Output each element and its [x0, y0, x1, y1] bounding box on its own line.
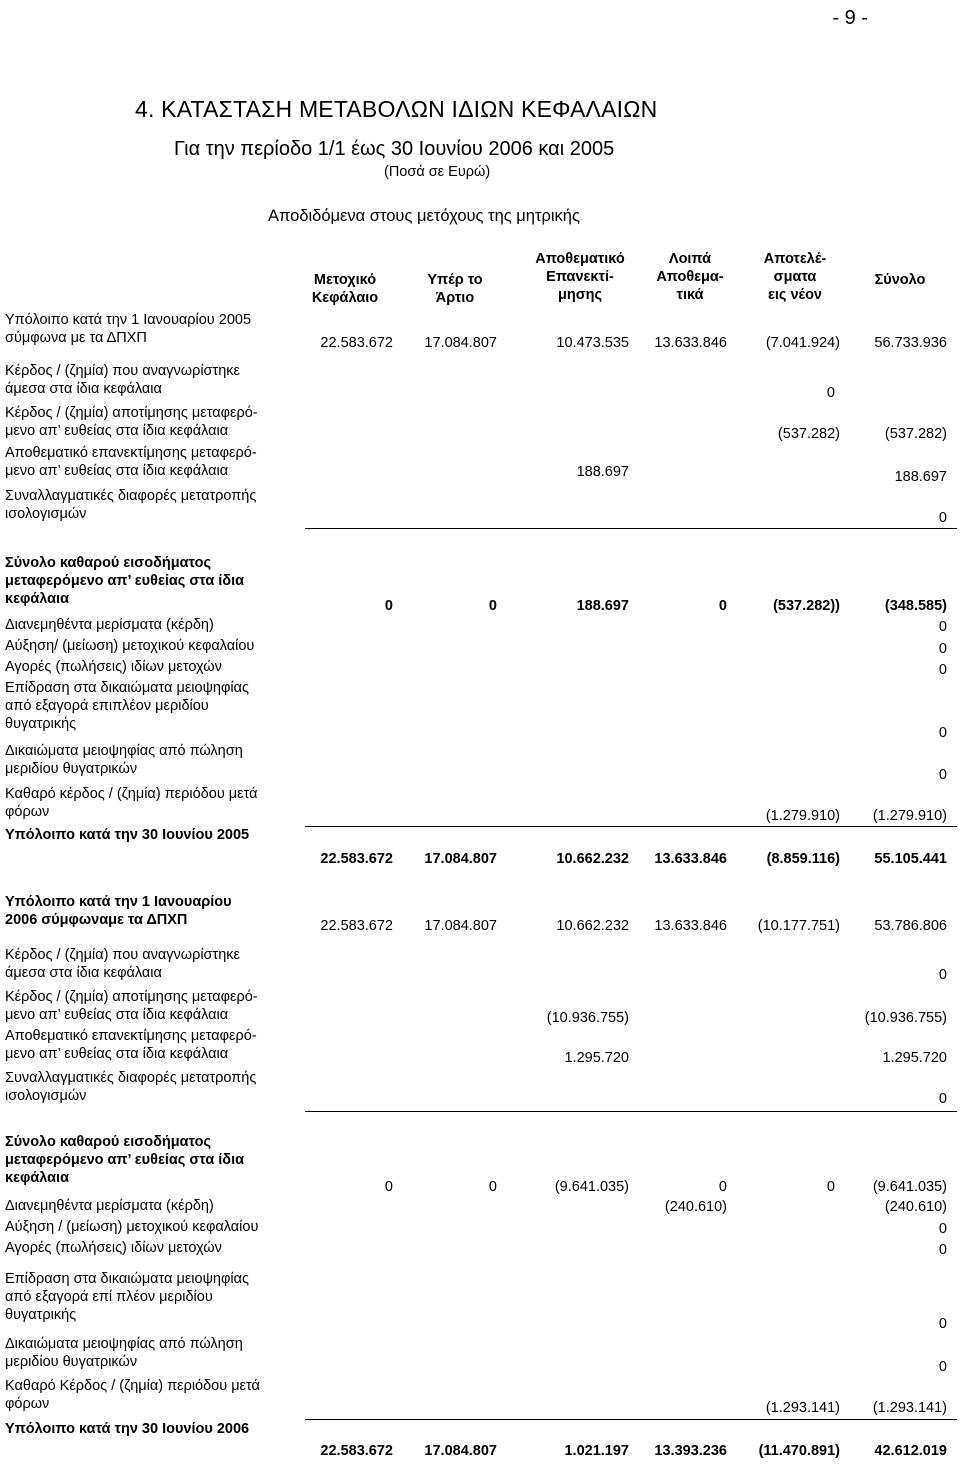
dividends-2005-value: 0 [938, 619, 947, 635]
row-label-dividends-2005: Διανεμηθέντα μερίσματα (κέρδη) [5, 617, 214, 633]
total-net-2006-c4: 0 [718, 1179, 727, 1195]
col-header-other-reserves: Λοιπά Αποθεμα- τικά [656, 251, 724, 303]
open-2006-c1: 22.583.672 [320, 918, 393, 934]
total-net-2005-c6: (348.585) [884, 598, 947, 614]
total-net-2006-c5: 0 [826, 1179, 835, 1195]
open-2006-c2: 17.084.807 [424, 918, 497, 934]
total-net-2005-c5: (537.282)) [773, 598, 840, 614]
open-2006-c6: 53.786.806 [874, 918, 947, 934]
col-header-total: Σύνολο [874, 272, 926, 288]
row-label-gain-valuation-2005: Κέρδος / (ζημία) αποτίμησης μεταφερό- μενο απ’ ευθείας στα ίδια κεφάλαια [5, 405, 258, 439]
total-net-2006-c1: 0 [384, 1179, 393, 1195]
row-label-total-net-2005: Σύνολο καθαρού εισοδήματος μεταφερόμενο απ’ ευθείας στα ίδια κεφάλαια [5, 555, 245, 607]
dividends-2006-c4: (240.610) [664, 1199, 727, 1215]
page-number: - 9 - [832, 7, 868, 29]
divider-line [305, 528, 957, 529]
close-2005-c3: 10.662.232 [556, 851, 629, 867]
fx-2006-value: 0 [938, 1091, 947, 1107]
capital-2005-value: 0 [938, 641, 947, 657]
row-label-fx-2005: Συναλλαγματικές διαφορές μετατροπής ισολογισμών [5, 488, 257, 522]
revaluation-2005-c6: 188.697 [894, 469, 947, 485]
gain-direct-2006-value: 0 [938, 967, 947, 983]
row-label-treasury-2006: Αγορές (πωλήσεις) ιδίων μετοχών [5, 1240, 222, 1256]
minority-sale-2005-value: 0 [938, 767, 947, 783]
total-net-2005-c4: 0 [718, 598, 727, 614]
row-label-total-net-2006: Σύνολο καθαρού εισοδήματος μεταφερόμενο απ’ ευθείας στα ίδια κεφάλαια [5, 1134, 245, 1186]
gain-valuation-2006-c6: (10.936.755) [864, 1010, 947, 1026]
row-label-closing-2005: Υπόλοιπο κατά την 30 Ιουνίου 2005 [5, 827, 250, 843]
row-label-closing-2006: Υπόλοιπο κατά την 30 Ιουνίου 2006 [5, 1421, 250, 1437]
close-2006-c5: (11.470.891) [758, 1443, 840, 1459]
col-header-retained-earnings: Αποτελέ- σματα εις νέον [763, 251, 827, 303]
profit-2006-c5: (1.293.141) [765, 1400, 840, 1416]
minority-sale-2006-value: 0 [938, 1359, 947, 1375]
fx-2005-value: 0 [938, 510, 947, 526]
gain-direct-2005-value: 0 [826, 385, 835, 401]
open-2006-c3: 10.662.232 [556, 918, 629, 934]
row-label-fx-2006: Συναλλαγματικές διαφορές μετατροπής ισολογισμών [5, 1070, 257, 1104]
row-label-capital-2005: Αύξηση/ (μείωση) μετοχικού κεφαλαίου [5, 638, 255, 654]
row-label-capital-2006: Αύξηση / (μείωση) μετοχικού κεφαλαίου [5, 1219, 259, 1235]
total-net-2006-c3: (9.641.035) [554, 1179, 629, 1195]
attributable-heading: Αποδιδόμενα στους μετόχους της μητρικής [268, 207, 580, 225]
open-2005-c2: 17.084.807 [424, 335, 497, 351]
row-label-minority-sale-2005: Δικαιώματα μειοψηφίας από πώληση μεριδίου θυγατρικών [5, 743, 243, 777]
row-label-opening-2005: Υπόλοιπο κατά την 1 Ιανουαρίου 2005 σύμφωνα με τα ΔΠΧΠ [5, 312, 252, 346]
divider-line [305, 1111, 957, 1112]
row-label-profit-2005: Καθαρό κέρδος / (ζημία) περιόδου μετά φόρων [5, 786, 258, 820]
row-label-profit-2006: Καθαρό Κέρδος / (ζημία) περιόδου μετά φόρων [5, 1378, 260, 1412]
open-2006-c4: 13.633.846 [654, 918, 727, 934]
currency-note: (Ποσά σε Ευρώ) [384, 164, 491, 180]
col-header-share-capital: Μετοχικό Κεφάλαιο [311, 272, 379, 306]
close-2006-c6: 42.612.019 [874, 1443, 947, 1459]
divider-line [305, 826, 957, 827]
revaluation-2006-c6: 1.295.720 [882, 1050, 947, 1066]
treasury-2006-value: 0 [938, 1242, 947, 1258]
row-label-revaluation-2005: Αποθεματικό επανεκτίμησης μεταφερό- μενο απ’ ευθείας στα ίδια κεφάλαια [5, 445, 257, 479]
row-label-gain-valuation-2006: Κέρδος / (ζημία) αποτίμησης μεταφερό- μενο απ’ ευθείας στα ίδια κεφάλαια [5, 989, 258, 1023]
close-2005-c2: 17.084.807 [424, 851, 497, 867]
row-label-gain-direct-2006: Κέρδος / (ζημία) που αναγνωρίστηκε άμεσα στα ίδια κεφάλαια [5, 947, 241, 981]
gain-valuation-2005-c5: (537.282) [777, 426, 840, 442]
close-2005-c5: (8.859.116) [766, 851, 840, 867]
close-2006-c4: 13.393.236 [654, 1443, 727, 1459]
row-label-opening-2006: Υπόλοιπο κατά την 1 Ιανουαρίου 2006 σύμφωναμε τα ΔΠΧΠ [5, 894, 232, 928]
open-2005-c1: 22.583.672 [320, 335, 393, 351]
capital-2006-value: 0 [938, 1221, 947, 1237]
total-net-2005-c3: 188.697 [576, 598, 629, 614]
close-2005-c1: 22.583.672 [320, 851, 393, 867]
row-label-minority-sale-2006: Δικαιώματα μειοψηφίας από πώληση μεριδίου θυγατρικών [5, 1336, 243, 1370]
total-net-2006-c6: (9.641.035) [872, 1179, 947, 1195]
open-2005-c3: 10.473.535 [556, 335, 629, 351]
gain-valuation-2005-c6: (537.282) [884, 426, 947, 442]
total-net-2005-c1: 0 [384, 598, 393, 614]
col-header-revaluation-reserve: Αποθεματικό Επανεκτί- μησης [535, 251, 625, 303]
close-2005-c4: 13.633.846 [654, 851, 727, 867]
minority-acq-2006-value: 0 [938, 1316, 947, 1332]
open-2006-c5: (10.177.751) [757, 918, 840, 934]
open-2005-c5: (7.041.924) [765, 335, 840, 351]
open-2005-c4: 13.633.846 [654, 335, 727, 351]
profit-2005-c6: (1.279.910) [872, 808, 947, 824]
revaluation-2005-c3: 188.697 [576, 464, 629, 480]
row-label-minority-acq-2005: Επίδραση στα δικαιώματα μειοψηφίας από εξαγορά επιπλέον μεριδίου θυγατρικής [5, 680, 249, 732]
row-label-dividends-2006: Διανεμηθέντα μερίσματα (κέρδη) [5, 1198, 214, 1214]
open-2005-c6: 56.733.936 [874, 335, 947, 351]
row-label-minority-acq-2006: Επίδραση στα δικαιώματα μειοψηφίας από εξαγορά επί πλέον μεριδίου θυγατρικής [5, 1271, 249, 1323]
total-net-2005-c2: 0 [488, 598, 497, 614]
row-label-gain-direct-2005: Κέρδος / (ζημία) που αναγνωρίστηκε άμεσα στα ίδια κεφάλαια [5, 363, 241, 397]
close-2006-c3: 1.021.197 [564, 1443, 629, 1459]
col-header-share-premium: Υπέρ το Άρτιο [427, 272, 483, 306]
dividends-2006-c6: (240.610) [884, 1199, 947, 1215]
treasury-2005-value: 0 [938, 662, 947, 678]
divider-line [305, 1419, 957, 1420]
close-2006-c2: 17.084.807 [424, 1443, 497, 1459]
page-title: 4. ΚΑΤΑΣΤΑΣΗ ΜΕΤΑΒΟΛΩΝ ΙΔΙΩΝ ΚΕΦΑΛΑΙΩΝ [135, 96, 658, 122]
total-net-2006-c2: 0 [488, 1179, 497, 1195]
page-subtitle: Για την περίοδο 1/1 έως 30 Ιουνίου 2006 και 2005 [174, 138, 615, 160]
profit-2005-c5: (1.279.910) [765, 808, 840, 824]
revaluation-2006-c3: 1.295.720 [564, 1050, 629, 1066]
gain-valuation-2006-c3: (10.936.755) [546, 1010, 629, 1026]
profit-2006-c6: (1.293.141) [872, 1400, 947, 1416]
row-label-revaluation-2006: Αποθεματικό επανεκτίμησης μεταφερό- μενο απ’ ευθείας στα ίδια κεφάλαια [5, 1028, 257, 1062]
close-2006-c1: 22.583.672 [320, 1443, 393, 1459]
minority-acq-2005-value: 0 [938, 725, 947, 741]
row-label-treasury-2005: Αγορές (πωλήσεις) ιδίων μετοχών [5, 659, 222, 675]
close-2005-c6: 55.105.441 [874, 851, 947, 867]
